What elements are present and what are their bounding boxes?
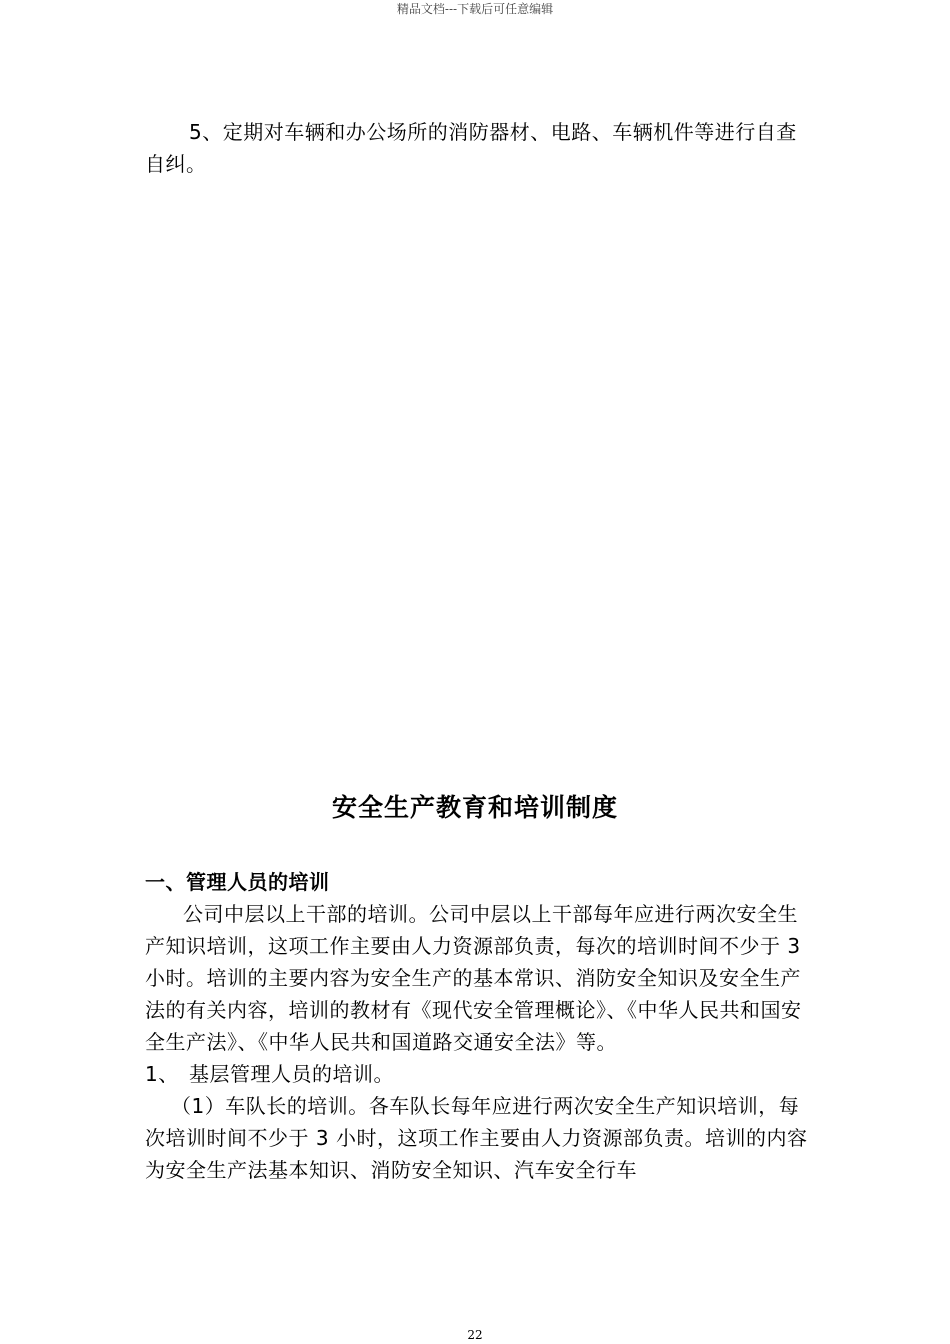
document-body [145, 866, 810, 1186]
document-title: 安全生产教育和培训制度 [331, 793, 618, 822]
body-paragraph: （1）车队长的培训。各车队长每年应进行两次安全生产知识培训，每次培训时间不少于 3 小时，这项工作主要由人力资源部负责。培训的内容为安全生产法基本知识、消防安全知识、汽车安全行车 [145, 1094, 808, 1182]
top-section [145, 116, 810, 180]
list-item [145, 1058, 810, 1090]
section-heading: 一、管理人员的培训 [145, 870, 330, 894]
list-item-text: 基层管理人员的培训。 [189, 1062, 394, 1086]
page-number: 22 [467, 1328, 483, 1342]
body-paragraph: 公司中层以上干部的培训。公司中层以上干部每年应进行两次安全生产知识培训，这项工作主要由人力资源部负责，每次的培训时间不少于 3 小时。培训的主要内容为安全生产的基本常识、消防安全知识及安全生产法的有关内容，培训的教材有《现代安全管理概论》、《中华人民共和国安全生产法》、《中华人民共和国道路交通安全法》等。 [145, 902, 802, 1054]
item-5-paragraph: 5、定期对车辆和办公场所的消防器材、电路、车辆机件等进行自查自纠。 [145, 120, 797, 176]
page-header: 精品文档---下载后可任意编辑 [396, 2, 554, 16]
list-item-number: 1、 [145, 1062, 179, 1086]
